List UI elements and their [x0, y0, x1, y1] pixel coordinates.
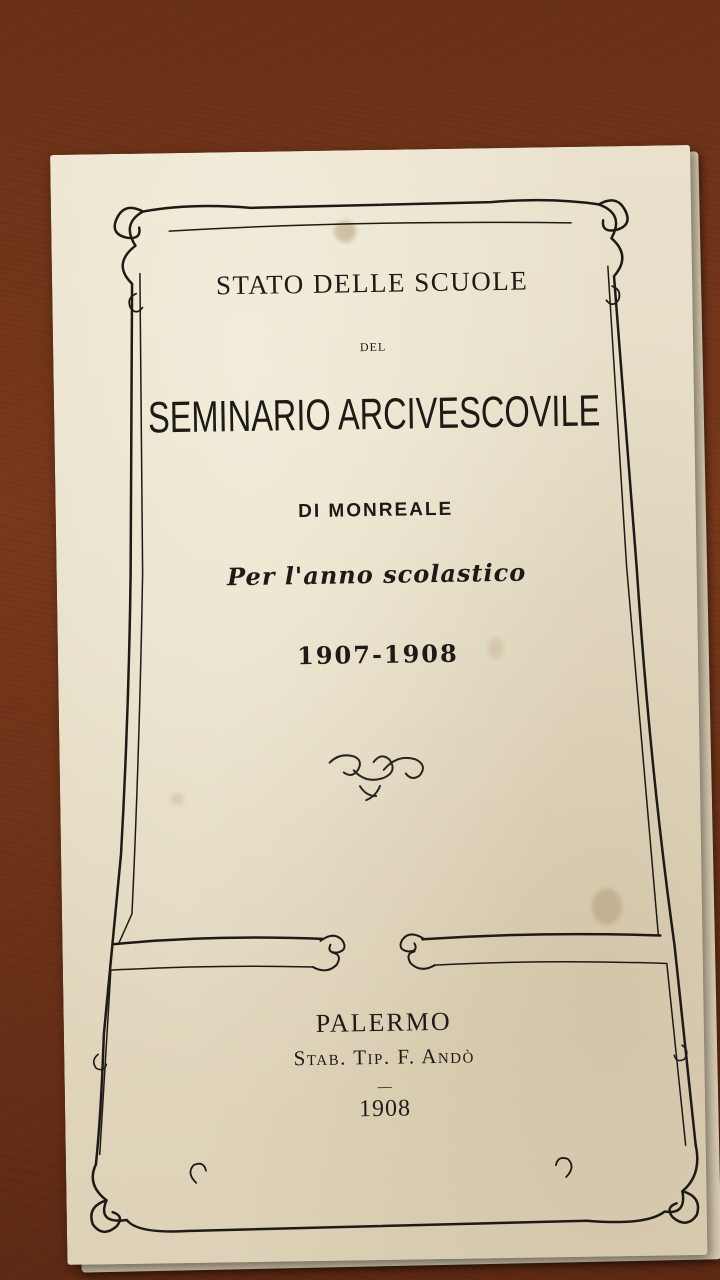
- publication-year: 1908: [358, 1095, 412, 1123]
- cover-school-year: 1907-1908: [296, 638, 459, 671]
- publisher-name: Stab. Tip. F. Andò: [293, 1043, 476, 1071]
- cover-location: DI MONREALE: [298, 498, 454, 523]
- publisher-city: PALERMO: [315, 1006, 452, 1038]
- booklet-cover: [50, 145, 707, 1265]
- cover-main-title: SEMINARIO ARCIVESCOVILE: [147, 386, 601, 443]
- cover-title-line: STATO DELLE SCUOLE: [215, 265, 529, 301]
- cover-connector-word: DEL: [359, 339, 387, 355]
- scroll-flourish-ornament: [330, 754, 424, 801]
- publisher-separator: —: [377, 1079, 392, 1095]
- cover-school-year-label: Per l'anno scolastico: [226, 557, 527, 592]
